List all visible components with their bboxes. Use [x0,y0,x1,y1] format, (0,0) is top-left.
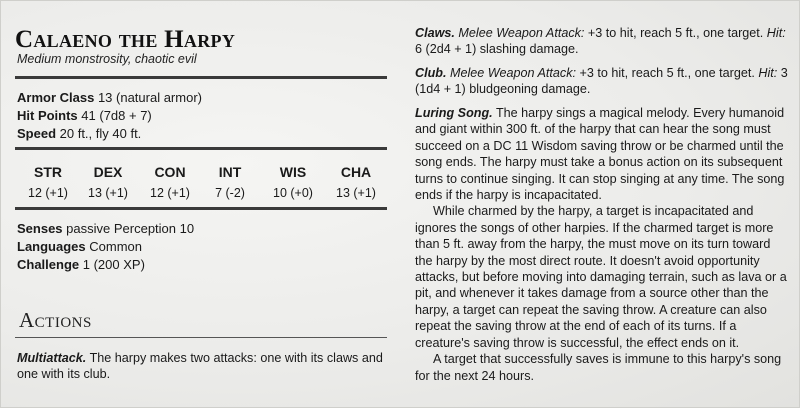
claws-hit-text: 6 (2d4 + 1) slashing damage. [415,42,579,57]
club-action [415,65,790,98]
ability-score: 13 (+1) [88,186,128,200]
ability-con [143,164,197,200]
ability-name: STR [34,164,62,180]
hit-points-line [17,109,152,122]
senses-value: passive Perception 10 [66,221,195,236]
ability-name: INT [218,164,242,180]
ability-name: CON [154,164,186,180]
divider-rule [15,207,387,210]
luring-song-paragraph-1: The harpy sings a magical melody. Every humanoid and giant within 300 ft. of the harpy that can hear the song must succeed on a DC 11 Wisdom saving throw or be charmed until the song ends. The harpy must take a bonus action on its subsequent turns to continue singing. It can stop singing at any time. The song ends if the harpy is incapacitated. [415,106,785,203]
club-label: Club. [415,66,447,80]
luring-song-paragraph-2: While charmed by the harpy, a target is incapacitated and ignores the songs of other harpies. If the charmed target is more than 5 ft. away from the harpy, the must move on its turn toward the harpy by the most direct route. It doesn't avoid opportunity attacks, but before moving into damaging terrain, such as lava or a pit, and whenever it takes damage from a source other than the harpy, a target can repeat the saving throw. A creature can also repeat the saving throw at the end of each of its turns. If a creature's saving throw is successful, the effect ends on it. [415,204,787,350]
ability-name: DEX [93,164,123,180]
ability-dex [81,164,135,200]
senses-line [17,222,194,235]
multiattack-label: Multiattack. [17,351,87,365]
actions-heading: Actions [19,308,92,332]
luring-song-paragraph-3: A target that successfully saves is immune to this harpy's song for the next 24 hours. [415,352,782,383]
challenge-label: Challenge [17,257,80,272]
claws-hit-label: Hit: [766,26,786,40]
claws-attack-type: Melee Weapon Attack: [458,26,585,40]
ability-score: 12 (+1) [150,186,190,200]
hit-points-label: Hit Points [17,108,78,123]
claws-label: Claws. [415,26,455,40]
ability-score: 12 (+1) [28,186,68,200]
divider-rule [15,147,387,150]
senses-label: Senses [17,221,63,236]
multiattack-action [17,350,387,383]
ability-score: 7 (-2) [215,186,245,200]
actions-underline [15,337,387,338]
hit-points-value: 41 (7d8 + 7) [81,108,152,123]
armor-class-label: Armor Class [17,90,95,105]
languages-line [17,240,142,253]
ability-wis [266,164,320,200]
armor-class-value: 13 (natural armor) [97,90,202,105]
multiattack-text: The harpy makes two attacks: one with its claws and one with its club. [17,351,383,382]
club-hit-text: 3 (1d4 + 1) bludgeoning damage. [415,66,788,97]
languages-value: Common [89,239,142,254]
creature-type: Medium monstrosity, chaotic evil [17,52,197,66]
ability-score: 10 (+0) [273,186,313,200]
luring-song-action [415,105,790,384]
speed-label: Speed [17,126,57,141]
ability-cha [329,164,383,200]
luring-song-label: Luring Song. [415,106,493,120]
armor-class-line [17,91,202,104]
creature-name: Calaeno the Harpy [15,26,236,53]
challenge-value: 1 (200 XP) [82,257,145,272]
languages-label: Languages [17,239,86,254]
ability-str [21,164,75,200]
ability-name: CHA [340,164,372,180]
club-hit-label: Hit: [758,66,778,80]
divider-rule [15,76,387,79]
claws-attack-text: +3 to hit, reach 5 ft., one target. [587,26,764,40]
ability-int [203,164,257,200]
speed-value: 20 ft., fly 40 ft. [59,126,142,141]
ability-score: 13 (+1) [336,186,376,200]
ability-name: WIS [279,164,307,180]
challenge-line [17,258,145,271]
claws-action [415,25,790,58]
speed-line [17,127,141,140]
club-attack-text: +3 to hit, reach 5 ft., one target. [579,66,755,80]
club-attack-type: Melee Weapon Attack: [449,66,576,80]
